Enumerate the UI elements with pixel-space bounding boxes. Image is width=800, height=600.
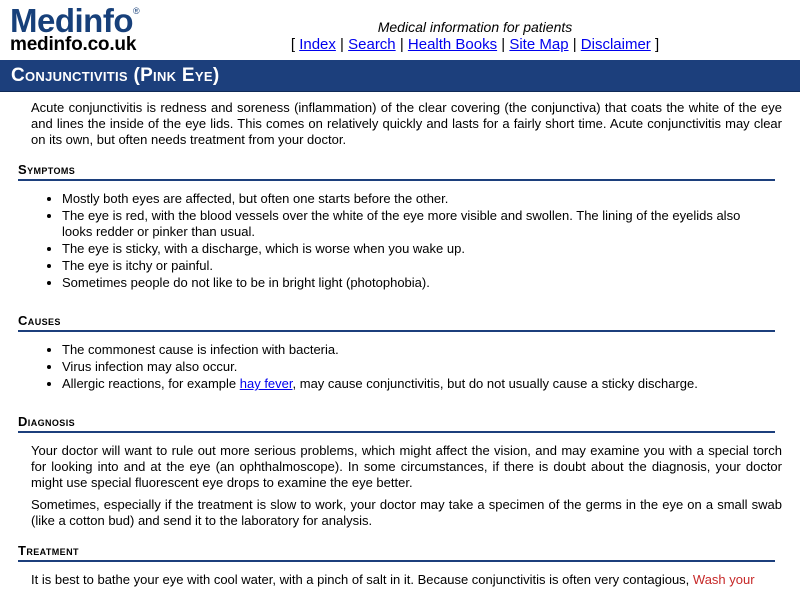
list-item: • The eye is itchy or painful.: [62, 258, 800, 274]
nav-bracket-close: ]: [650, 36, 660, 53]
logo-domain-text: medinfo.co.uk: [10, 34, 137, 55]
top-navigation: [270, 36, 680, 53]
hay-fever-link[interactable]: hay fever: [239, 376, 293, 391]
diagnosis-paragraph: Sometimes, especially if the treatment is slow to work, your doctor may take a specimen of the germs in the eye on a small swab (like a cotton bud) and send it to the laboratory for analysis.: [31, 497, 782, 528]
nav-separator: |: [568, 36, 581, 53]
nav-separator: |: [395, 36, 408, 53]
list-item: • The eye is red, with the blood vessels over the white of the eye more visible and swollen. The lining of the eyelids also looks redder or pinker than usual.: [62, 208, 800, 240]
list-item: • The eye is sticky, with a discharge, which is worse when you wake up.: [62, 241, 800, 257]
allergic-text-after: , may cause conjunctivitis, but do not usually cause a sticky discharge.: [292, 376, 698, 391]
causes-heading: Causes: [18, 313, 775, 332]
wash-your-link[interactable]: Wash your: [692, 572, 755, 587]
site-tagline: Medical information for patients: [377, 19, 573, 35]
registered-mark: ®: [132, 6, 140, 16]
treatment-paragraph: [31, 572, 782, 588]
symptoms-heading: Symptoms: [18, 162, 775, 181]
article-content: [0, 100, 800, 594]
medinfo-logo[interactable]: [10, 4, 139, 54]
list-item: • Virus infection may also occur.: [62, 359, 800, 375]
nav-link-search[interactable]: Search: [348, 36, 396, 53]
nav-separator: |: [497, 36, 510, 53]
site-header: [0, 0, 800, 58]
intro-paragraph: Acute conjunctivitis is redness and soreness (inflammation) of the clear covering (the conjunctiva) that coats the white of the eye and lines the inside of the eye lids. This comes on relatively quickly and lasts for a fairly short time. Acute conjunctivitis may clear on its own, but often needs treatment from your doctor.: [31, 100, 782, 147]
page-title-bar: [0, 60, 800, 92]
diagnosis-paragraph: Your doctor will want to rule out more serious problems, which might affect the vision, and may examine you with a special torch for looking into and at the eye (an ophthalmoscope). In some circumstances, if there is doubt about the diagnosis, your doctor might use special fluorescent eye drops to examine the eye better.: [31, 443, 782, 490]
page-title: Conjunctivitis (Pink Eye): [11, 65, 220, 86]
symptoms-list: [0, 191, 800, 291]
list-item: [62, 376, 800, 392]
nav-link-site-map[interactable]: Site Map: [509, 36, 569, 53]
list-item: • Sometimes people do not like to be in bright light (photophobia).: [62, 275, 800, 291]
nav-bracket-open: [: [290, 36, 300, 53]
nav-link-index[interactable]: Index: [299, 36, 336, 53]
causes-list: [0, 342, 800, 392]
list-item: • Mostly both eyes are affected, but often one starts before the other.: [62, 191, 800, 207]
allergic-text-before: Allergic reactions, for example: [62, 376, 240, 391]
diagnosis-heading: Diagnosis: [18, 414, 775, 433]
treatment-text: It is best to bathe your eye with cool water, with a pinch of salt in it. Because conjunctivitis is often very contagious,: [31, 572, 693, 587]
nav-link-health-books[interactable]: Health Books: [407, 36, 498, 53]
logo-main-text: Medinfo: [10, 2, 133, 39]
nav-separator: |: [335, 36, 349, 53]
treatment-heading: Treatment: [18, 543, 775, 562]
nav-link-disclaimer[interactable]: Disclaimer: [580, 36, 651, 53]
list-item: • The commonest cause is infection with bacteria.: [62, 342, 800, 358]
